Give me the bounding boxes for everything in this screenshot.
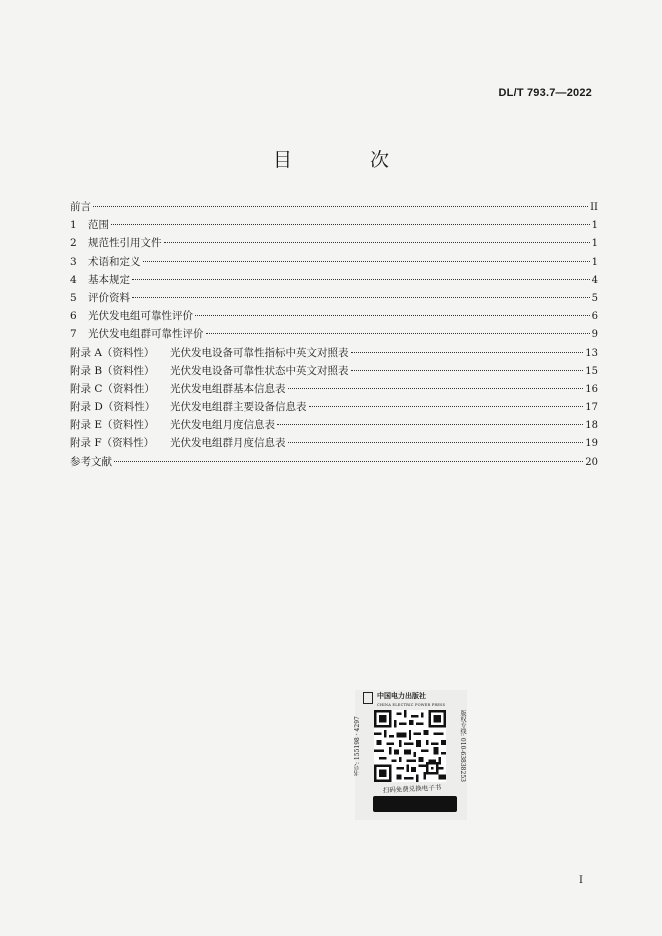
page-title: 目 次	[272, 149, 426, 171]
toc-page-number: II	[590, 202, 598, 213]
toc-number: 4	[70, 273, 77, 286]
toc-number: 1	[70, 219, 77, 232]
toc-label: 参考文献	[70, 455, 112, 468]
document-code: DL/T 793.7—2022	[498, 87, 592, 99]
toc-leader-dots	[164, 242, 590, 243]
toc-label: 光伏发电组群可靠性评价	[88, 328, 204, 341]
toc-entry-5[interactable]	[70, 289, 598, 307]
toc-label: 光伏发电设备可靠性状态中英文对照表	[170, 364, 349, 377]
toc-label: 评价资料	[88, 291, 130, 304]
toc-leader-dots	[111, 224, 590, 225]
qr-copyright-line: 版权专线: 010-63838253	[459, 710, 466, 782]
toc-label: 前言	[70, 201, 91, 213]
appendix-prefix: 附录 E（资料性）	[70, 419, 155, 432]
toc-leader-dots	[351, 352, 584, 353]
appendix-prefix: 附录 D（资料性）	[70, 401, 156, 414]
toc-entry-6[interactable]	[70, 307, 598, 325]
appendix-prefix: 附录 F（资料性）	[70, 437, 155, 450]
toc-number: 6	[70, 310, 77, 323]
toc-label: 规范性引用文件	[88, 237, 162, 250]
toc-label: 光伏发电组月度信息表	[170, 419, 275, 432]
toc-label: 光伏发电组可靠性评价	[88, 310, 193, 323]
toc-appendix-e[interactable]	[70, 416, 598, 434]
toc-leader-dots	[277, 424, 583, 425]
toc-entry-foreword[interactable]	[70, 198, 598, 216]
toc-number: 2	[70, 237, 77, 250]
toc-number: 3	[70, 255, 77, 268]
qr-caption: 扫码免费兑换电子书	[382, 783, 442, 795]
page-number: I	[579, 875, 583, 886]
toc-leader-dots	[351, 370, 584, 371]
toc-page-number: 6	[591, 311, 598, 323]
redaction-bar	[373, 796, 457, 812]
toc-page-number: 17	[585, 402, 598, 414]
publisher-header	[363, 692, 453, 708]
toc-leader-dots	[132, 297, 590, 298]
toc-label: 范围	[88, 219, 109, 232]
toc-page-number: 1	[591, 220, 598, 232]
toc-page-number: 13	[585, 347, 598, 359]
toc-leader-dots	[114, 461, 583, 462]
toc-leader-dots	[195, 315, 590, 316]
toc-page-number: 20	[585, 456, 598, 468]
toc-page-number: 5	[591, 292, 598, 304]
toc-entry-references[interactable]	[70, 453, 598, 471]
appendix-prefix: 附录 B（资料性）	[70, 364, 155, 377]
qr-code-icon[interactable]	[374, 710, 446, 782]
toc-leader-dots	[309, 406, 584, 407]
appendix-prefix: 附录 C（资料性）	[70, 382, 155, 395]
toc-number: 7	[70, 328, 77, 341]
toc-label: 光伏发电组群基本信息表	[170, 382, 286, 395]
toc-label: 光伏发电组群月度信息表	[170, 437, 286, 450]
table-of-contents	[70, 198, 598, 471]
toc-appendix-b[interactable]	[70, 362, 598, 380]
toc-leader-dots	[288, 388, 584, 389]
toc-page-number: 19	[585, 438, 598, 450]
toc-label: 光伏发电设备可靠性指标中英文对照表	[170, 346, 349, 359]
appendix-prefix: 附录 A（资料性）	[70, 346, 155, 359]
publisher-name-en: CHINA ELECTRIC POWER PRESS	[377, 703, 446, 707]
toc-entry-7[interactable]	[70, 325, 598, 343]
toc-appendix-f[interactable]	[70, 434, 598, 452]
toc-entry-2[interactable]	[70, 234, 598, 252]
toc-entry-4[interactable]	[70, 271, 598, 289]
toc-page-number: 16	[585, 383, 598, 395]
toc-page-number: 1	[591, 256, 598, 268]
toc-label: 基本规定	[88, 273, 130, 286]
toc-page-number: 4	[591, 274, 598, 286]
publisher-name: 中国电力出版社	[377, 691, 426, 700]
toc-leader-dots	[206, 333, 590, 334]
toc-appendix-c[interactable]	[70, 380, 598, 398]
toc-leader-dots	[132, 279, 590, 280]
toc-number: 5	[70, 291, 77, 304]
toc-page-number: 9	[591, 329, 598, 341]
toc-label: 光伏发电组群主要设备信息表	[170, 401, 307, 414]
toc-leader-dots	[288, 442, 584, 443]
toc-label: 术语和定义	[88, 255, 141, 268]
toc-page-number: 1	[591, 238, 598, 250]
toc-page-number: 15	[585, 365, 598, 377]
toc-leader-dots	[93, 206, 588, 207]
toc-appendix-a[interactable]	[70, 344, 598, 362]
publisher-logo-icon	[363, 692, 373, 704]
qr-book-number: 书号: 155198 · 4297	[354, 716, 361, 776]
toc-entry-1[interactable]	[70, 216, 598, 234]
toc-entry-3[interactable]	[70, 253, 598, 271]
toc-appendix-d[interactable]	[70, 398, 598, 416]
qr-code-card	[355, 690, 467, 820]
toc-leader-dots	[143, 261, 590, 262]
toc-page-number: 18	[585, 420, 598, 432]
